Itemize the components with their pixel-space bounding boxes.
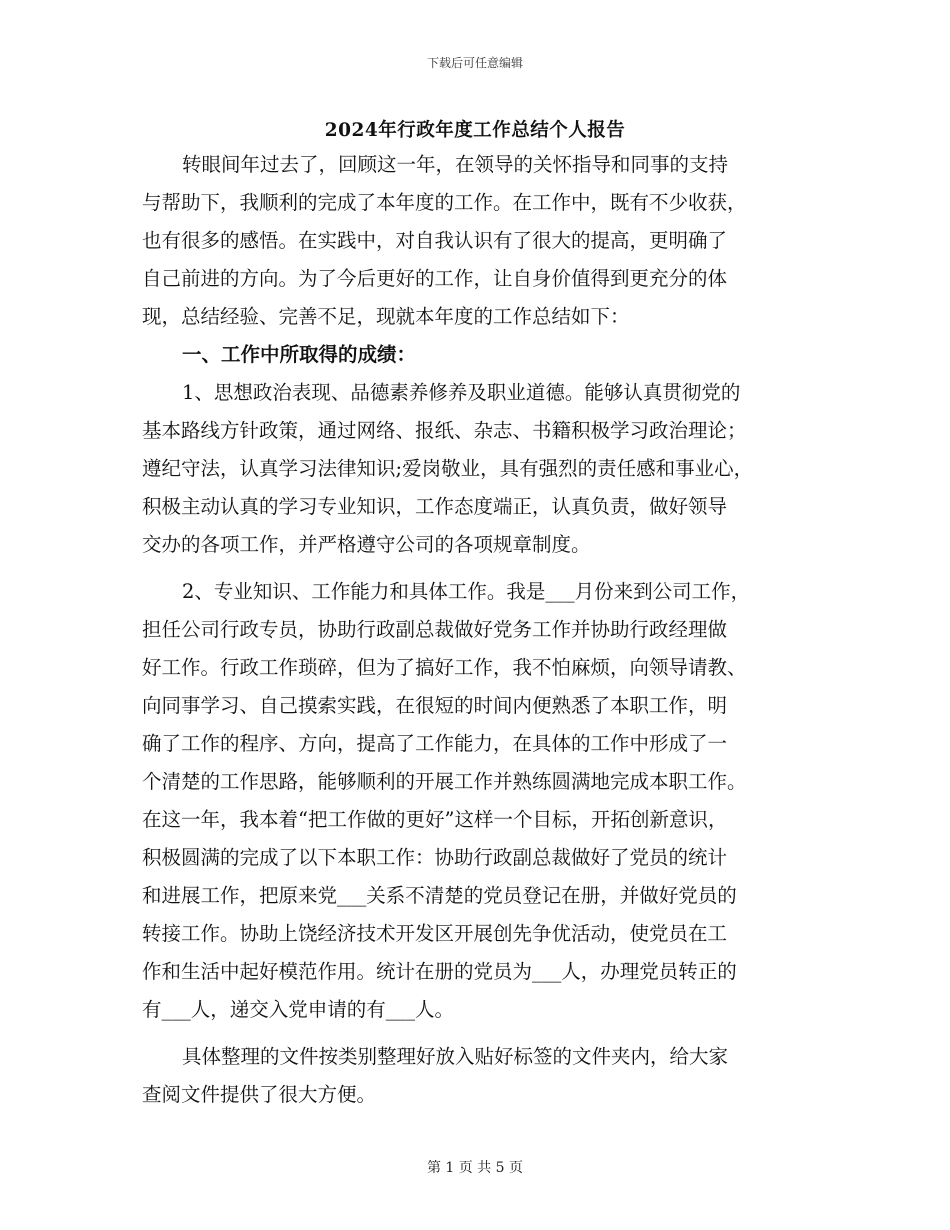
paragraph bbox=[142, 146, 812, 336]
text-line: 基本路线方针政策，通过网络、报纸、杂志、书籍积极学习政治理论； bbox=[142, 419, 747, 442]
paragraph bbox=[142, 573, 812, 1029]
text-line: 具体整理的文件按类别整理好放入贴好标签的文件夹内，给大家 bbox=[182, 1045, 729, 1068]
text-line: 也有很多的感悟。在实践中，对自我认识有了很大的提高，更明确了 bbox=[142, 229, 728, 252]
text-line: 1、思想政治表现、品德素养修养及职业道德。能够认真贯彻党的 bbox=[182, 381, 741, 404]
text-line: 向同事学习、自己摸索实践，在很短的时间内便熟悉了本职工作，明 bbox=[142, 694, 728, 717]
document-body bbox=[142, 146, 812, 1114]
text-line: 有___人，递交入党申请的有___人。 bbox=[142, 998, 455, 1021]
text-line: 确了工作的程序、方向，提高了工作能力，在具体的工作中形成了一 bbox=[142, 732, 728, 755]
paragraph bbox=[142, 374, 812, 564]
text-line: 担任公司行政专员，协助行政副总裁做好党务工作并协助行政经理做 bbox=[142, 618, 728, 641]
text-line: 个清楚的工作思路，能够顺利的开展工作并熟练圆满地完成本职工作。 bbox=[142, 770, 747, 793]
section-heading bbox=[142, 336, 812, 374]
text-line: 作和生活中起好模范作用。统计在册的党员为___人，办理党员转正的 bbox=[142, 960, 737, 983]
text-line: 积极圆满的完成了以下本职工作：协助行政副总裁做好了党员的统计 bbox=[142, 846, 728, 869]
text-line: 2、专业知识、工作能力和具体工作。我是___月份来到公司工作， bbox=[182, 580, 751, 603]
text-line: 现，总结经验、完善不足，现就本年度的工作总结如下： bbox=[142, 305, 630, 328]
text-line: 积极主动认真的学习专业知识，工作态度端正，认真负责，做好领导 bbox=[142, 495, 728, 518]
text-line: 交办的各项工作，并严格遵守公司的各项规章制度。 bbox=[142, 533, 591, 556]
text-line: 查阅文件提供了很大方便。 bbox=[142, 1083, 377, 1106]
text-line: 和进展工作，把原来党___关系不清楚的党员登记在册，并做好党员的 bbox=[142, 884, 737, 907]
heading-line: 一、工作中所取得的成绩： bbox=[182, 343, 417, 366]
document-title: 2024年行政年度工作总结个人报告 bbox=[324, 120, 626, 141]
text-line: 自己前进的方向。为了今后更好的工作，让自身价值得到更充分的体 bbox=[142, 267, 728, 290]
text-line: 遵纪守法，认真学习法律知识;爱岗敬业，具有强烈的责任感和事业心， bbox=[142, 457, 754, 480]
paragraph bbox=[142, 1038, 812, 1114]
text-line: 转接工作。协助上饶经济技术开发区开展创先争优活动，使党员在工 bbox=[142, 922, 728, 945]
page-footer: 第 1 页 共 5 页 bbox=[426, 1160, 524, 1176]
text-line: 转眼间年过去了，回顾这一年，在领导的关怀指导和同事的支持 bbox=[182, 153, 729, 176]
text-line: 与帮助下，我顺利的完成了本年度的工作。在工作中，既有不少收获， bbox=[142, 191, 747, 214]
text-line: 在这一年，我本着“把工作做的更好”这样一个目标，开拓创新意识， bbox=[142, 808, 728, 831]
header-note: 下载后可任意编辑 bbox=[426, 56, 523, 70]
text-line: 好工作。行政工作琐碎，但为了搞好工作，我不怕麻烦，向领导请教、 bbox=[142, 656, 747, 679]
